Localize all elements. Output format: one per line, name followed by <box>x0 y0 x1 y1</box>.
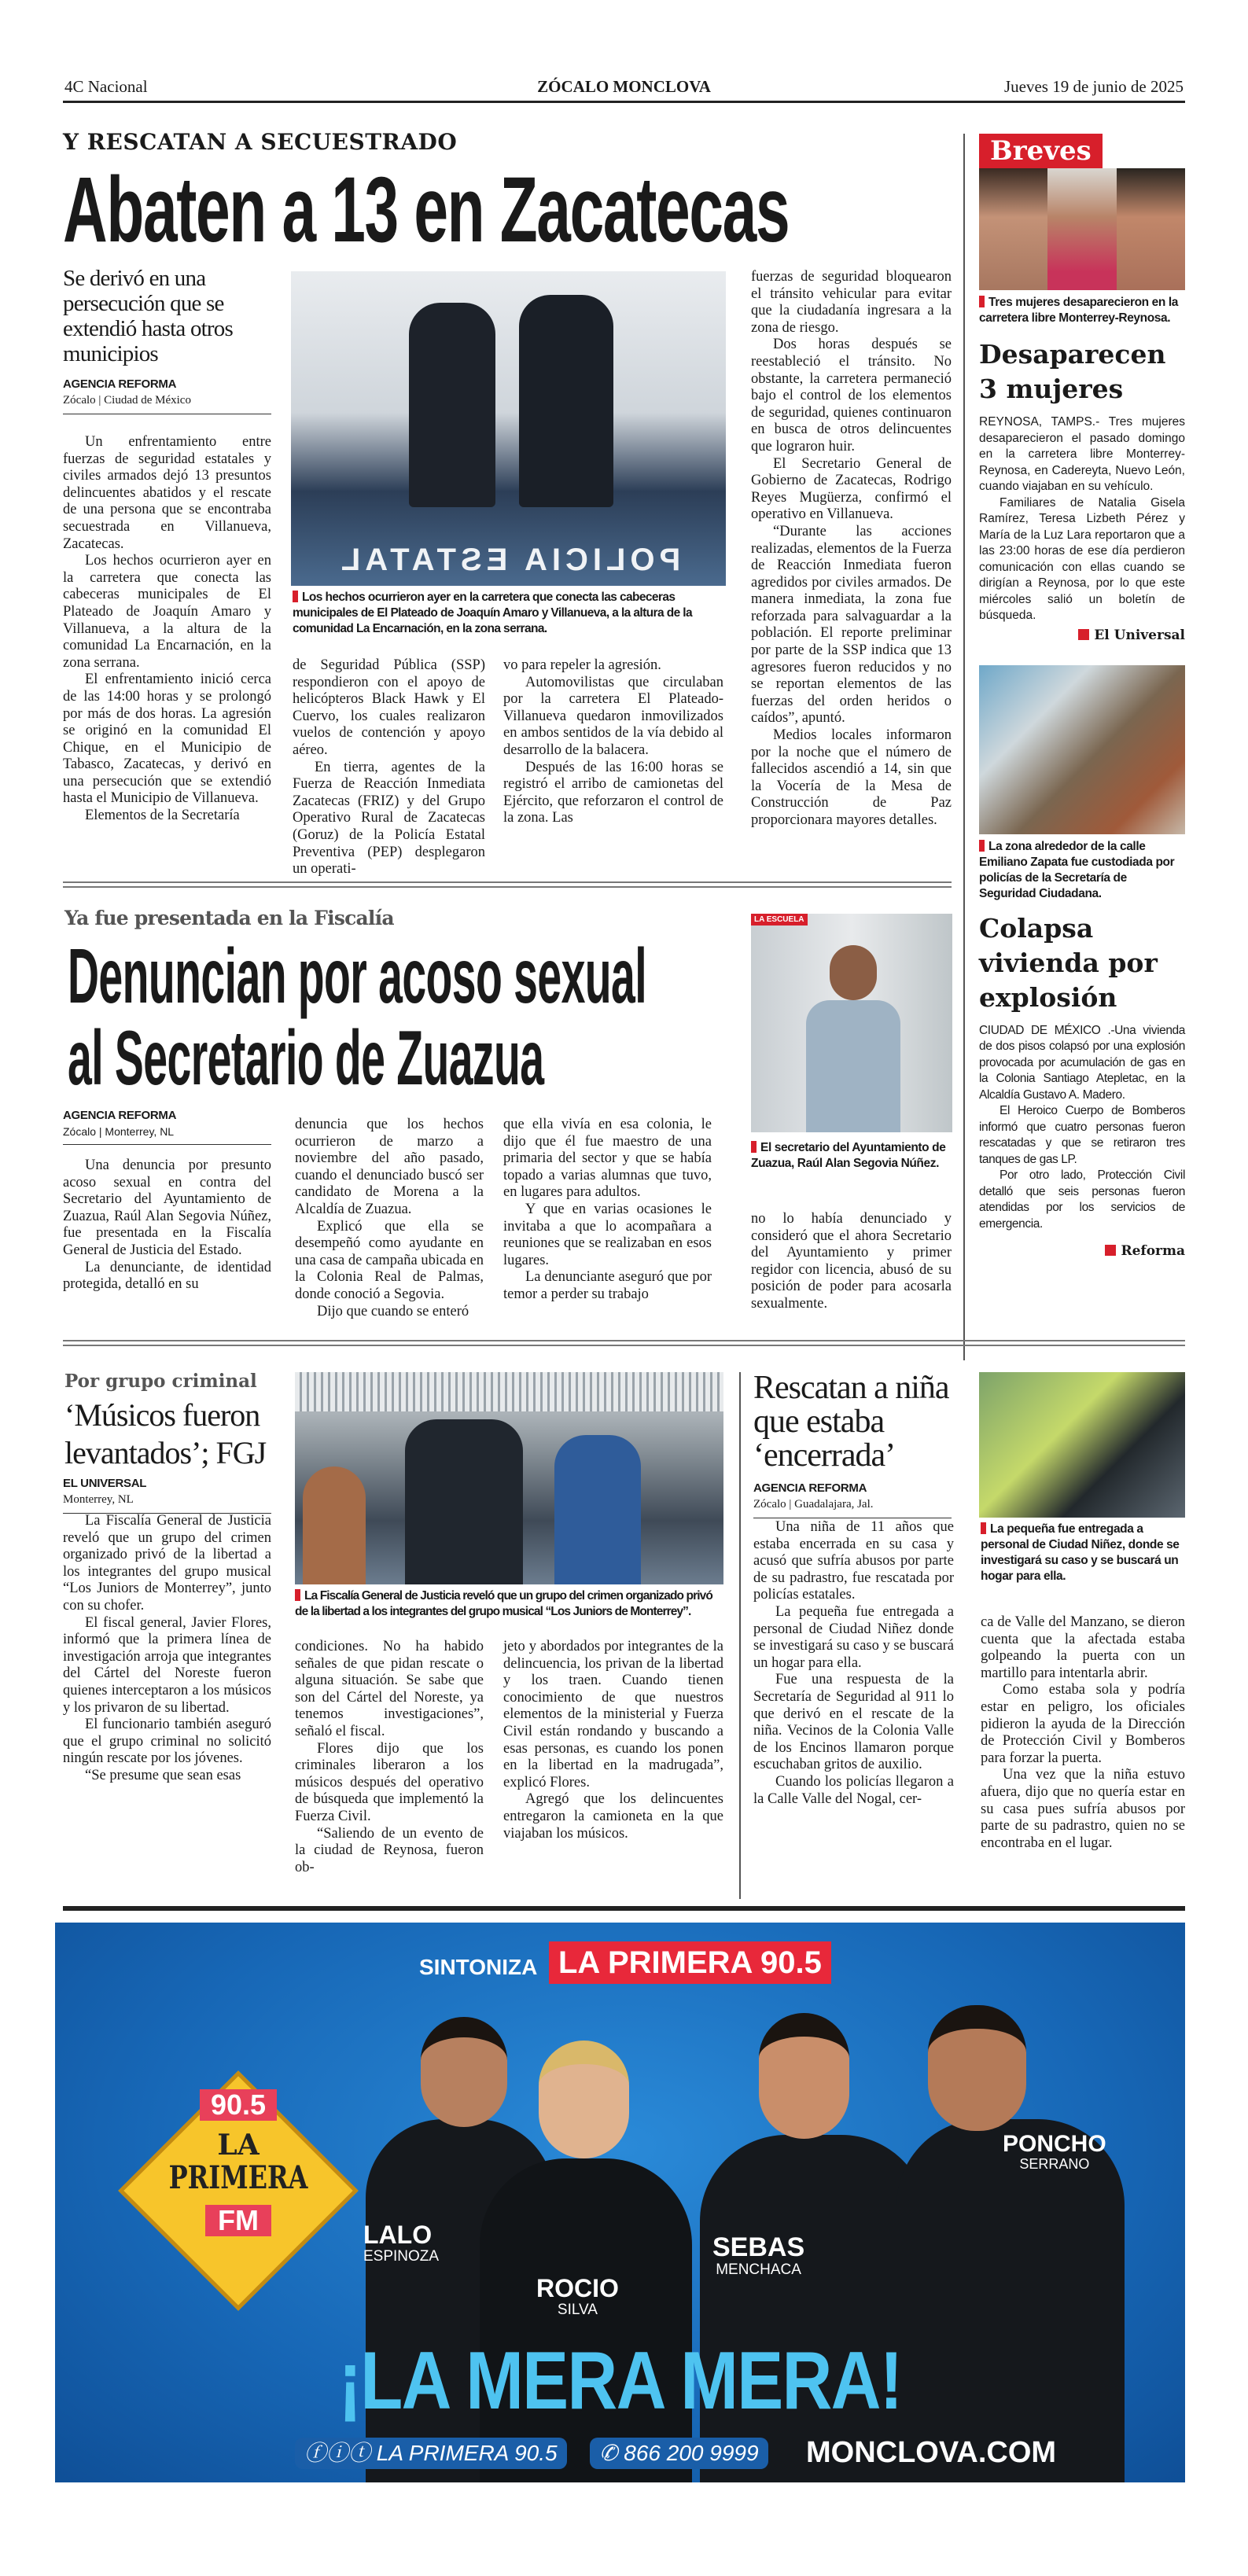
article4-headline: Rescatan a niña que estaba ‘encerrada’ <box>753 1370 949 1474</box>
host-figure-sebas <box>700 2135 928 2482</box>
dateline: Monterrey, NL <box>63 1493 134 1506</box>
article1-column-3 <box>503 657 723 827</box>
paragraph: condiciones. No ha habido señales de que pidan rescate o alguna situación. Se sabe que son del Cártel del Noreste, ya tenemos investigaciones”, señaló el fiscal. <box>295 1639 484 1739</box>
dateline: Zócalo | Ciudad de México <box>63 394 191 407</box>
breves-photo-women <box>979 168 1185 290</box>
article1-column-1 <box>63 434 271 825</box>
paragraph: El fiscal general, Javier Flores, informó que la primera línea de investigación arroja que integrantes del Cártel del Noreste fueron quienes interceptaron a los músicos y los privaron de su libertad. <box>63 1614 271 1716</box>
breves1-source <box>979 627 1185 643</box>
paragraph: La denunciante, de identidad protegida, detalló en su <box>63 1259 271 1293</box>
breves-photo-collapse <box>979 665 1185 834</box>
sidebar-divider <box>963 134 965 1360</box>
logo-primera: PRIMERA <box>168 2159 308 2197</box>
paragraph: Elementos de la Secretaría <box>85 808 240 824</box>
source-text: Reforma <box>1121 1243 1185 1259</box>
paragraph: Por otro lado, Protección Civil detalló que seis personas fueron atendidas por los servicios de emergencia. <box>979 1168 1185 1231</box>
paragraph: Después de las 16:00 horas se registró el arribo de camionetas del Ejército, que reforzaron el control de la zona. Las <box>503 759 723 826</box>
social-text: LA PRIMERA 90.5 <box>376 2441 558 2465</box>
source-text: El Universal <box>1094 627 1185 643</box>
paragraph: El Secretario General de Gobierno de Zacatecas, Rodrigo Reyes Mugüerza, confirmó el operativo en Villanueva. <box>751 455 952 523</box>
woman-photo <box>1047 168 1116 290</box>
ad-website[interactable]: MONCLOVA.COM <box>806 2436 1057 2469</box>
host-figure-rocio <box>480 2158 692 2482</box>
breves-label: Breves <box>979 134 1103 168</box>
radio-advertisement[interactable] <box>55 1923 1185 2482</box>
dateline: Zócalo | Monterrey, NL <box>63 1125 175 1138</box>
woman-photo <box>1117 168 1185 290</box>
article2-column-4 <box>751 1211 952 1313</box>
la-primera-logo <box>120 2089 356 2236</box>
host-name-poncho: PONCHO SERRANO <box>1003 2131 1106 2172</box>
paragraph: Dijo que cuando se enteró <box>317 1303 469 1319</box>
caption-text: Los hechos ocurrieron ayer en la carretera que conecta las cabeceras municipales de El Plateado de Joaquín Amaro y Villanueva, a la altura de la comunidad La Encarnación, en la zona serrana. <box>293 591 693 635</box>
article3-photo-caption <box>295 1588 723 1620</box>
paragraph: Familiares de Natalia Gisela Ramírez, Teresa Lizbeth Pérez y María de la Luz Lara reportaron que a las 23:00 horas de ese día perdieron comunicación con ellas cuando se dirigían a Reynosa, por lo que este miércoles salió un boletín de búsqueda. <box>979 495 1185 622</box>
article1-headline: Abaten a 13 en Zacatecas <box>63 158 790 262</box>
article2-column-3 <box>503 1117 712 1304</box>
facebook-instagram-tiktok-icons: ⓕⓘⓣ <box>304 2441 377 2465</box>
paragraph: La pequeña fue entregada a personal de Ciudad Niñez donde se investigará su caso y se buscará un hogar para ella. <box>753 1603 954 1671</box>
ad-station-banner: LA PRIMERA 90.5 <box>549 1941 831 1984</box>
paragraph: Cuando los policías llegaron a la Calle Valle del Nogal, cer- <box>753 1773 954 1807</box>
section-rule <box>63 1340 1185 1341</box>
paragraph: Una niña de 11 años que estaba encerrada en su casa y acusó que sufría abusos por parte de su padrastro, fue rescatada por policías estatales. <box>753 1519 954 1603</box>
paragraph: El Heroico Cuerpo de Bomberos informó que cuatro personas fueron rescatadas y que se retiraron tres tanques de gas LP. <box>979 1104 1185 1166</box>
paragraph: Fue una respuesta de la Secretaría de Seguridad al 911 lo que derivó en el rescate de la niña. Vecinos de la Colonia Valle de los Encinos llamaron porque escuchaban gritos de auxilio. <box>753 1672 954 1773</box>
caption-text: Tres mujeres desaparecieron en la carretera libre Monterrey-Reynosa. <box>979 296 1178 325</box>
paragraph: Una denuncia por presunto acoso sexual en contra del Secretario del Ayuntamiento de Zuazua, Raúl Alan Segovia Núñez, fue presentada en la Fiscalía General de Justicia del Estado. <box>63 1157 271 1258</box>
ad-sintoniza: SINTONIZA <box>419 1955 538 1979</box>
article1-kicker: Y RESCATAN A SECUESTRADO <box>63 129 458 155</box>
article2-column-2 <box>295 1117 484 1320</box>
officer-figure <box>409 303 495 507</box>
dateline: Zócalo | Guadalajara, Jal. <box>753 1498 874 1511</box>
paragraph: ca de Valle del Manzano, se dieron cuenta que la afectada estaba golpeando la puerta con un martillo para intentarla abrir. <box>981 1614 1185 1681</box>
person-body <box>806 1000 900 1132</box>
paragraph: En tierra, agentes de la Fuerza de Reacción Inmediata Zacatecas (FRIZ) y del Grupo Operativo Rural de Zacatecas (Goruz) de la Policía Estatal Preventiva (PEP) desplegaron un operati- <box>293 759 485 878</box>
paragraph: Un enfrentamiento entre fuerzas de seguridad estatales y civiles armados dejó 13 presuntos delincuentes abatidos y el rescate de una persona que se encontraba secuestrada en Villanueva, Zacatecas. <box>63 434 271 552</box>
paragraph: La denunciante aseguró que por temor a perder su trabajo <box>503 1269 712 1302</box>
paragraph: Flores dijo que los criminales liberaron a los músicos después del operativo de búsqueda que implementó la Fuerza Civil. <box>295 1740 484 1824</box>
paragraph: Automovilistas que circulaban por la carretera El Plateado-Villanueva quedaron inmovilizados en ambos sentidos de la vía debido al desarrollo de la balacera. <box>503 674 723 758</box>
caption-text: La pequeña fue entregada a personal de Ciudad Niñez, donde se investigará su caso y se buscará un hogar para ella. <box>981 1522 1180 1583</box>
article2-headline-line2: al Secretario de Zuazua <box>68 1014 544 1101</box>
agency-name: EL UNIVERSAL <box>63 1477 147 1490</box>
caption-text: El secretario del Ayuntamiento de Zuazua, Raúl Alan Segovia Núñez. <box>751 1141 946 1170</box>
host-face <box>759 2013 849 2139</box>
section-rule <box>63 1345 1185 1346</box>
issue-date: Jueves 19 de junio de 2025 <box>1003 77 1184 96</box>
logo-fm: FM <box>205 2205 271 2236</box>
paper-name: ZÓCALO MONCLOVA <box>537 77 711 96</box>
host-face <box>539 2041 629 2158</box>
article2-headline-line1: Denuncian por acoso sexual <box>68 933 647 1019</box>
caption-text: La Fiscalía General de Justicia reveló que un grupo del crimen organizado privó de la libertad a los integrantes del grupo musical “Los Juniors de Monterrey”. <box>295 1589 712 1618</box>
section-label: 4C Nacional <box>64 77 148 96</box>
paragraph: jeto y abordados por integrantes de la delincuencia, los privan de la libertad y los traen. Cuando tienen conocimiento de que nuestros elementos de la ministerial y Fuerza Civil están rondando y buscando a esas personas, es cuando los ponen en la libertad en la madrugada”, explicó Flores. <box>503 1639 723 1790</box>
section-rule <box>63 881 952 883</box>
host-name-lalo: LALO ESPINOZA <box>363 2221 440 2265</box>
article1-column-4 <box>751 269 952 830</box>
article4-photo-rescue <box>979 1372 1185 1518</box>
header-rule <box>63 101 1185 103</box>
ad-social-handle[interactable] <box>295 2438 567 2469</box>
paragraph: Explicó que ella se desempeñó como ayudante en una casa de campaña ubicada en la Colonia Real de Palmas, donde conoció a Segovia. <box>295 1218 484 1302</box>
ad-rule <box>63 1906 1185 1911</box>
section-rule <box>63 886 952 888</box>
person-figure <box>405 1419 523 1584</box>
ad-phone[interactable] <box>590 2438 768 2469</box>
logo-frequency: 90.5 <box>200 2089 277 2121</box>
article4-column-1 <box>753 1519 954 1808</box>
paragraph: El funcionario también aseguró que el grupo criminal no solicitó ningún rescate por los jóvenes. <box>63 1717 271 1767</box>
article3-column-3 <box>503 1639 723 1842</box>
article2-byline <box>63 1109 271 1145</box>
paragraph: “Durante las acciones realizadas, elementos de la Fuerza de Reacción Inmediata fueron agredidos por civiles armados. De manera inmediata, la zona fue reforzada para salvaguardar a la población. El reporte preliminar por parte de la SSP indica que 13 agresores fueron reducidos y no se reportan elementos de las fuerzas del orden heridos o caídos”, apuntó. <box>751 523 952 727</box>
breves1-caption <box>979 295 1185 326</box>
article1-column-2 <box>293 657 485 878</box>
agency-name: AGENCIA REFORMA <box>753 1481 867 1495</box>
breves2-headline: Colapsa vivienda por explosión <box>979 912 1158 1013</box>
article4-byline <box>753 1481 952 1518</box>
breves1-body <box>979 414 1185 624</box>
article4-photo-caption <box>981 1522 1185 1584</box>
article3-byline <box>63 1477 271 1514</box>
agency-name: AGENCIA REFORMA <box>63 377 177 391</box>
breves2-caption <box>979 839 1185 902</box>
ad-slogan: ¡LA MERA MERA! <box>338 2335 902 2427</box>
paragraph: La Fiscalía General de Justicia reveló que un grupo del crimen organizado privó de la libertad a los integrantes del grupo musical “Los Juniors de Monterrey”, junto con su chofer. <box>63 1513 271 1614</box>
paragraph: denuncia que los hechos ocurrieron de marzo a noviembre del año pasado, cuando el denunciado buscó ser candidato de Morena a la Alcaldía de Zuazua. <box>295 1117 484 1217</box>
person-head <box>830 945 877 1000</box>
paragraph: de Seguridad Pública (SSP) respondieron con el apoyo de helicópteros Black Hawk y El Cuervo, los cuales realizaron vuelos de contención y apoyo aéreo. <box>293 657 485 758</box>
article4-column-2 <box>981 1614 1185 1852</box>
article2-photo-caption <box>751 1140 952 1172</box>
paragraph: fuerzas de seguridad bloquearon el tránsito vehicular para evitar que la ciudadanía ingresara a la zona de riesgo. <box>751 269 952 336</box>
paragraph: vo para repeler la agresión. <box>503 657 661 673</box>
article1-photo-caption <box>293 590 727 637</box>
paragraph: que ella vivía en esa colonia, le dijo que él fue maestro de una primaria del sector y que se había topado a varias alumnas que tuvo, en lugares para adultos. <box>503 1117 712 1201</box>
paragraph: no lo había denunciado y consideró que el ahora Secretario del Ayuntamiento y primer regidor con licencia, abusó de su posición de poder para acosarla sexualmente. <box>751 1211 952 1312</box>
article3-column-2 <box>295 1639 484 1876</box>
paragraph: Los hechos ocurrieron ayer en la carretera que conecta las cabeceras municipales de El Plateado de Joaquín Amaro y Villanueva, a la altura de la comunidad La Encarnación, en la zona serrana. <box>63 553 271 671</box>
host-name-sebas: SEBAS MENCHACA <box>712 2232 805 2279</box>
article1-byline <box>63 377 271 414</box>
host-face <box>421 2017 507 2127</box>
article2-column-1 <box>63 1157 271 1294</box>
host-face <box>928 2005 1026 2131</box>
article3-column-1 <box>63 1513 271 1785</box>
breves1-headline: Desaparecen 3 mujeres <box>979 339 1166 404</box>
breves2-body <box>979 1023 1185 1233</box>
paragraph: Y que en varias ocasiones le invitaba a que lo acompañara a reuniones que se realizaban en esos lugares. <box>503 1201 712 1268</box>
article2-photo-secretary <box>751 914 952 1132</box>
host-figure-poncho <box>896 2119 1125 2482</box>
breves2-source <box>979 1243 1185 1259</box>
paragraph: “Se presume que sean esas <box>85 1767 241 1783</box>
person-figure <box>303 1466 366 1584</box>
paragraph: El enfrentamiento inició cerca de las 14:00 horas y se prolongó por más de dos horas. La agresión se originó en la comunidad El Chique, en el Municipio de Tabasco, Zacatecas, y derivó en una persecución que se extendió hasta el Municipio de Villanueva. <box>63 672 271 807</box>
paragraph: Medios locales informaron por la noche que el número de fallecidos ascendió a 14, sin que la Vocería de la Mesa de Construcción de Paz proporcionara mayores detalles. <box>751 727 952 828</box>
photo-label: LA ESCUELA <box>751 914 808 926</box>
article3-headline: ‘Músicos fueron levantados’; FGJ <box>64 1397 267 1470</box>
article1-photo-police <box>291 271 726 586</box>
paragraph: Como estaba sola y podría estar en peligro, los oficiales pidieron la ayuda de la Dirección de Protección Civil y Bomberos para forzar la puerta. <box>981 1682 1185 1766</box>
caption-text: La zona alrededor de la calle Emiliano Zapata fue custodiada por policías de la Secretaría de Seguridad Ciudadana. <box>979 839 1175 900</box>
woman-photo <box>979 168 1047 290</box>
phone-text: 866 200 9999 <box>624 2441 759 2465</box>
agency-name: AGENCIA REFORMA <box>63 1109 177 1122</box>
column-divider <box>739 1372 741 1899</box>
paragraph: “Saliendo de un evento de la ciudad de Reynosa, fueron ob- <box>295 1825 484 1875</box>
paragraph: Agregó que los delincuentes entregaron la camioneta en la que viajaban los músicos. <box>503 1791 723 1842</box>
article2-kicker: Ya fue presentada en la Fiscalía <box>64 907 394 929</box>
paragraph: CIUDAD DE MÉXICO .-Una vivienda de dos pisos colapsó por una explosión provocada por acumulación de gas en la Colonia Santiago Atepletac, en la Alcaldía Gustavo A. Madero. <box>979 1023 1185 1102</box>
whatsapp-icon: ✆ <box>599 2441 624 2465</box>
vehicle-lettering: POLICIA ESTATAL <box>336 543 681 577</box>
article3-photo-musicians <box>295 1372 723 1584</box>
article3-kicker: Por grupo criminal <box>64 1371 257 1392</box>
paragraph: Una vez que la niña estuvo afuera, dijo que no quería estar en su casa pues sufría abusos por parte de su padrastro, quien no se encontraba en el lugar. <box>981 1767 1185 1851</box>
fence <box>295 1372 723 1411</box>
officer-figure <box>519 295 613 507</box>
person-figure <box>554 1435 641 1584</box>
logo-la: LA <box>217 2128 260 2162</box>
article1-subhead: Se derivó en una persecución que se extendió hasta otros municipios <box>63 266 233 366</box>
paragraph: Dos horas después se reestableció el tránsito. No obstante, la carretera permaneció bajo el control de los elementos de seguridad, quienes continuaron en busca de otros delincuentes que lograron huir. <box>751 337 952 454</box>
paragraph: REYNOSA, TAMPS.- Tres mujeres desaparecieron el pasado domingo en la carretera libre Monterrey-Reynosa, en Cadereyta, Nuevo León, cuando viajaban en su vehículo. <box>979 415 1185 493</box>
host-name-rocio: ROCIO SILVA <box>536 2274 619 2319</box>
